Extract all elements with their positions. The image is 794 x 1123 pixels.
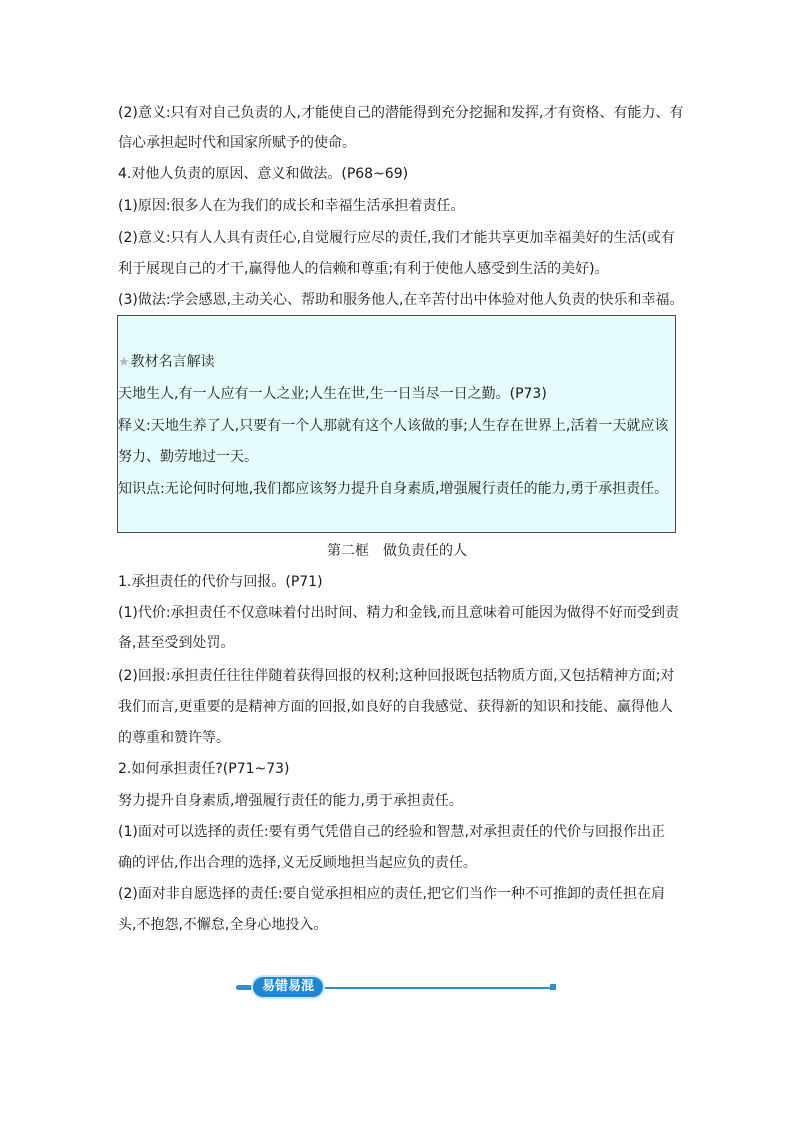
item4-meaning-line1: (2)意义:只有人人具有责任心,自觉履行应尽的责任,我们才能共享更加幸福美好的生活(或有 bbox=[118, 230, 675, 246]
banner-left-cap bbox=[236, 985, 254, 990]
item2-choice-line2: 确的评估,作出合理的选择,义无反顾地担当起应负的责任。 bbox=[118, 855, 477, 871]
banner-right-cap bbox=[550, 984, 556, 990]
meaning-self-line1: (2)意义:只有对自己负责的人,才能使自己的潜能得到充分挖掘和发挥,才有资格、有能力、有 bbox=[118, 105, 684, 121]
item1-reward-line1: (2)回报:承担责任往往伴随着获得回报的权利;这种回报既包括物质方面,又包括精神方面;对 bbox=[118, 668, 675, 684]
item4-method: (3)做法:学会感恩,主动关心、帮助和服务他人,在辛苦付出中体验对他人负责的快乐和幸福。 bbox=[118, 292, 684, 308]
quote-explain-line2: 努力、勤劳地过一天。 bbox=[118, 449, 258, 465]
item2-choice-line1: (1)面对可以选择的责任:要有勇气凭借自己的经验和智慧,对承担责任的代价与回报作出正 bbox=[118, 824, 665, 840]
quote-box-title bbox=[118, 352, 678, 373]
quote-box bbox=[117, 315, 676, 533]
item2-intro: 努力提升自身素质,增强履行责任的能力,勇于承担责任。 bbox=[118, 793, 463, 809]
item1-cost-line1: (1)代价:承担责任不仅意味着付出时间、精力和金钱,而且意味着可能因为做得不好而受到责 bbox=[118, 605, 679, 621]
item2-title: 2.如何承担责任?(P71~73) bbox=[118, 761, 290, 777]
item1-cost-line2: 备,甚至受到处罚。 bbox=[118, 635, 235, 651]
star-icon: ★ bbox=[118, 355, 130, 370]
item4-reason: (1)原因:很多人在为我们的成长和幸福生活承担着责任。 bbox=[118, 198, 465, 214]
quote-explain-line1: 释义:天地生养了人,只要有一个人那就有这个人该做的事;人生存在世界上,活着一天就应该 bbox=[118, 418, 669, 434]
section2-heading: 第二框 做负责任的人 bbox=[327, 543, 467, 559]
item4-title: 4.对他人负责的原因、意义和做法。(P68~69) bbox=[118, 166, 409, 182]
item1-reward-line2: 我们而言,更重要的是精神方面的回报,如良好的自我感觉、获得新的知识和技能、赢得他人 bbox=[118, 699, 673, 715]
item4-meaning-line2: 利于展现自己的才干,赢得他人的信赖和尊重;有利于使他人感受到生活的美好)。 bbox=[118, 261, 609, 277]
item2-nonchoice-line2: 头,不抱怨,不懈怠,全身心地投入。 bbox=[118, 917, 328, 933]
item1-title: 1.承担责任的代价与回报。(P71) bbox=[118, 574, 323, 590]
quote-knowledge: 知识点:无论何时何地,我们都应该努力提升自身素质,增强履行责任的能力,勇于承担责任。 bbox=[118, 481, 669, 497]
quote-text: 天地生人,有一人应有一人之业;人生在世,生一日当尽一日之勤。(P73) bbox=[118, 386, 547, 402]
item1-reward-line3: 的尊重和赞许等。 bbox=[118, 730, 230, 746]
quote-box-title-text: 教材名言解读 bbox=[130, 354, 215, 370]
banner-label: 易错易混 bbox=[253, 977, 323, 997]
item2-nonchoice-line1: (2)面对非自愿选择的责任:要自觉承担相应的责任,把它们当作一种不可推卸的责任担在肩 bbox=[118, 886, 665, 902]
meaning-self-line2: 信心承担起时代和国家所赋予的使命。 bbox=[118, 135, 356, 151]
error-prone-banner bbox=[236, 976, 556, 998]
